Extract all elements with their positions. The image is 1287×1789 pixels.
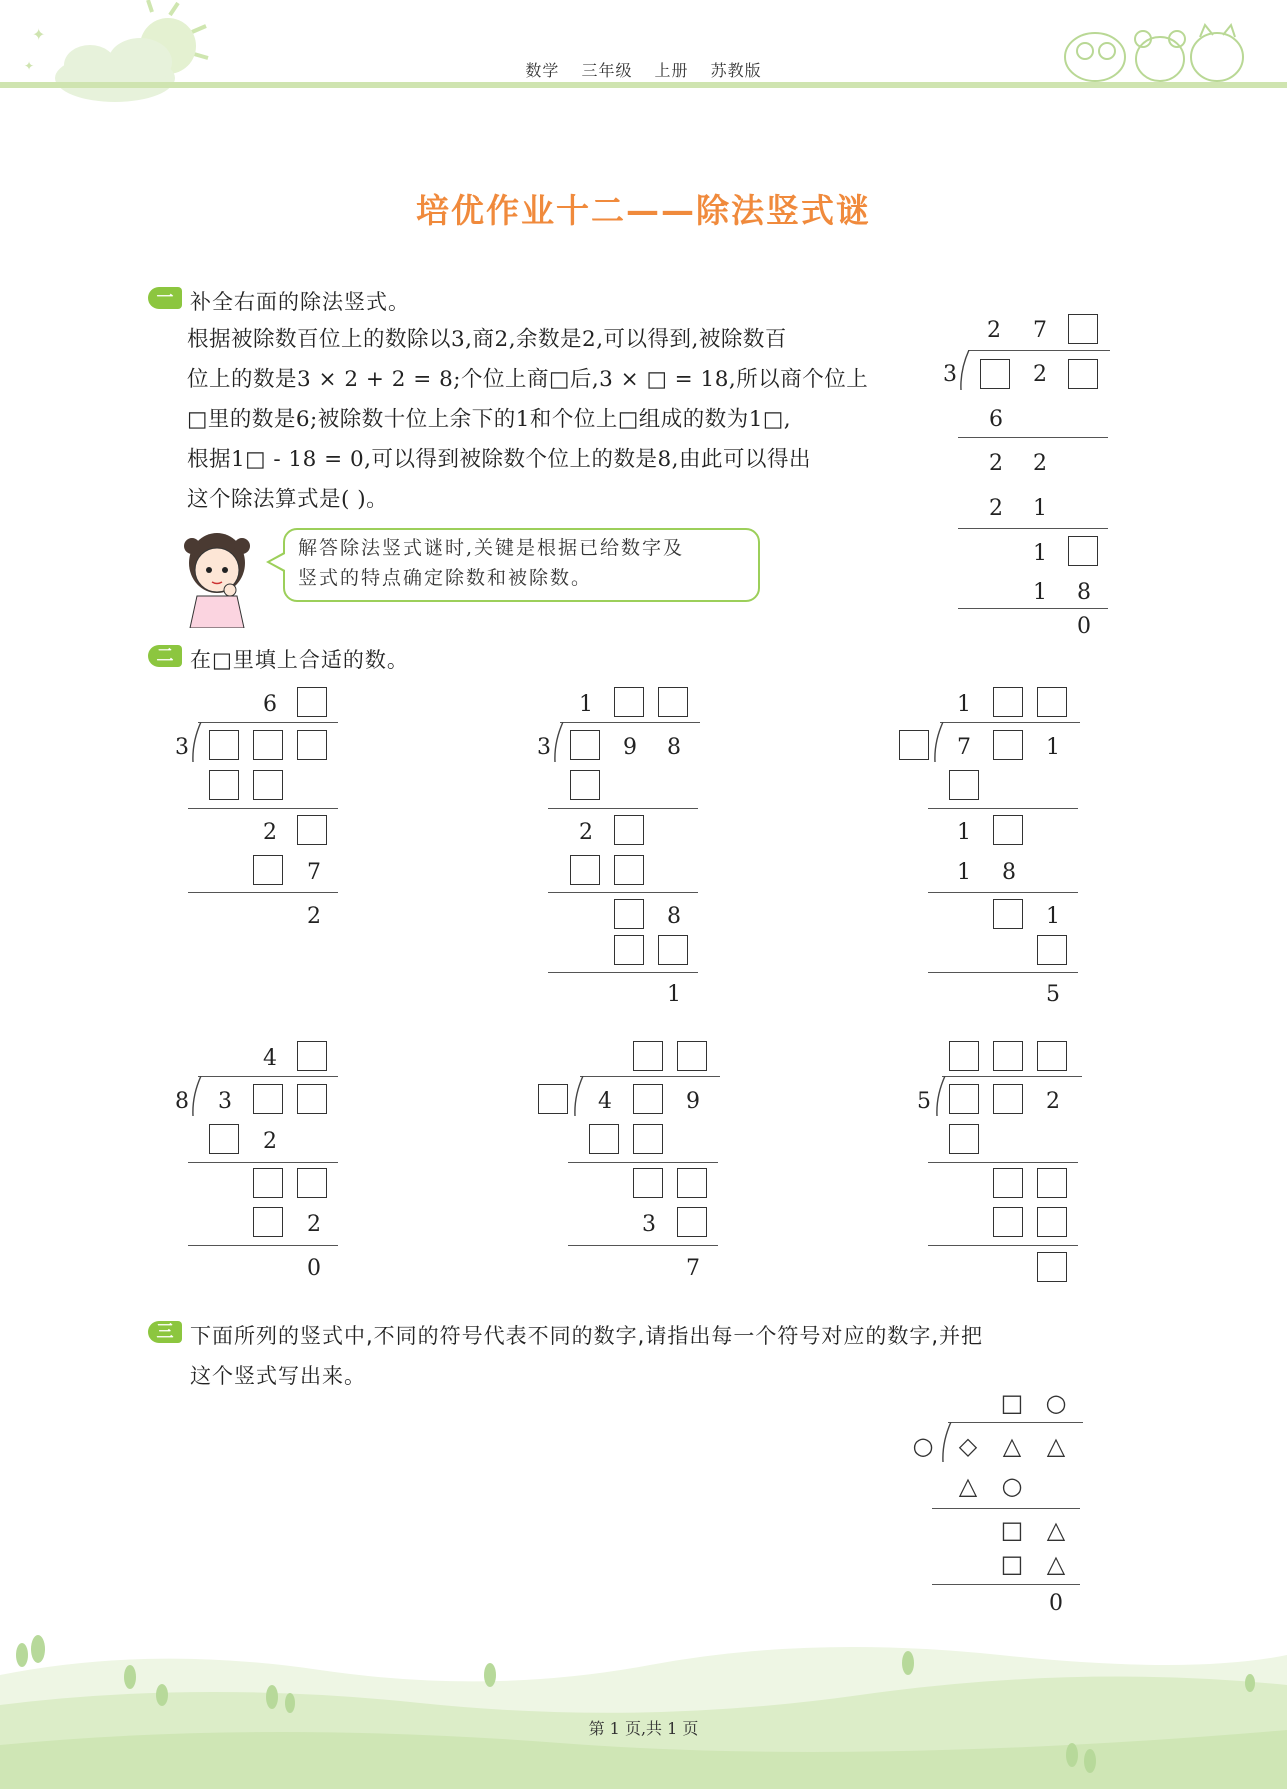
divisor-digit: 3: [943, 362, 957, 387]
division-bar: [560, 722, 700, 723]
digit: 3: [218, 1089, 232, 1114]
tip-line: 竖式的特点确定除数和被除数。: [298, 567, 593, 589]
answer-box[interactable]: [614, 815, 644, 845]
answer-box[interactable]: [297, 1084, 327, 1114]
rule-line: [548, 972, 698, 973]
answer-box[interactable]: [949, 1084, 979, 1114]
explanation-line: □里的数是6;被除数十位上余下的1和个位上□组成的数为1□,: [187, 407, 792, 432]
digit: 2: [989, 496, 1003, 521]
digit: 0: [1077, 614, 1091, 639]
rule-line: [188, 1162, 338, 1163]
digit: 8: [1002, 860, 1016, 885]
answer-box[interactable]: [949, 770, 979, 800]
rule-line: [548, 808, 698, 809]
digit: 2: [263, 820, 277, 845]
division-bar: [942, 1076, 1082, 1077]
answer-box[interactable]: [1068, 536, 1098, 566]
triangle-symbol: △: [958, 1472, 978, 1500]
answer-box[interactable]: [253, 770, 283, 800]
answer-box[interactable]: [677, 1041, 707, 1071]
answer-box[interactable]: [633, 1084, 663, 1114]
explanation-line: 位上的数是3 × 2 + 2 = 8;个位上商□后,3 × □ = 18,所以商个位上: [187, 367, 869, 392]
explanation-line: 根据1□ - 18 = 0,可以得到被除数个位上的数是8,由此可以得出: [187, 447, 811, 472]
rule-line: [958, 528, 1108, 529]
answer-box[interactable]: [1037, 1252, 1067, 1282]
answer-box[interactable]: [570, 730, 600, 760]
answer-box[interactable]: [633, 1041, 663, 1071]
explanation-line: 根据被除数百位上的数除以3,商2,余数是2,可以得到,被除数百: [187, 327, 787, 352]
tip-line: 解答除法竖式谜时,关键是根据已给数字及: [298, 537, 685, 559]
divisor-digit: 8: [175, 1089, 189, 1114]
answer-box[interactable]: [1037, 1207, 1067, 1237]
rule-line: [188, 892, 338, 893]
circle-symbol: ○: [1001, 1472, 1023, 1500]
answer-box[interactable]: [993, 1207, 1023, 1237]
answer-box[interactable]: [949, 1124, 979, 1154]
answer-box[interactable]: [993, 1168, 1023, 1198]
answer-box[interactable]: [993, 899, 1023, 929]
digit: 9: [686, 1089, 700, 1114]
header-grade: 三年级: [581, 61, 633, 80]
answer-box[interactable]: [899, 730, 929, 760]
digit: 6: [989, 407, 1003, 432]
divisor-digit: 3: [175, 735, 189, 760]
header-divider: [0, 82, 1287, 88]
division-bar: [198, 1076, 338, 1077]
digit: 2: [1033, 362, 1047, 387]
tip-text: [298, 533, 758, 593]
rule-line: [958, 437, 1108, 438]
section3-instruction-line1: 下面所列的竖式中,不同的符号代表不同的数字,请指出每一个符号对应的数字,并把: [190, 1324, 984, 1348]
digit: 7: [957, 735, 971, 760]
answer-box[interactable]: [614, 935, 644, 965]
triangle-symbol: △: [1046, 1432, 1066, 1460]
answer-box[interactable]: [297, 1168, 327, 1198]
remainder-digit: 0: [307, 1256, 321, 1281]
svg-text:✦: ✦: [24, 59, 35, 73]
digit: 1: [957, 860, 971, 885]
digit: 4: [263, 1046, 277, 1071]
division-bar: [968, 350, 1110, 351]
answer-box[interactable]: [633, 1124, 663, 1154]
tip-bubble-tail-fill: [270, 554, 285, 570]
answer-box[interactable]: [658, 935, 688, 965]
digit: 9: [623, 735, 637, 760]
answer-box[interactable]: [1037, 1041, 1067, 1071]
remainder-digit: 2: [307, 904, 321, 929]
answer-box[interactable]: [297, 1041, 327, 1071]
digit: 1: [1033, 580, 1047, 605]
page-footer: 第 1 页,共 1 页: [588, 1719, 699, 1738]
rule-line: [568, 1245, 718, 1246]
answer-box[interactable]: [589, 1124, 619, 1154]
answer-box[interactable]: [993, 730, 1023, 760]
rule-line: [928, 808, 1078, 809]
section-badge-1: 一: [148, 287, 182, 309]
digit: 2: [1033, 451, 1047, 476]
answer-box[interactable]: [570, 855, 600, 885]
answer-box[interactable]: [538, 1084, 568, 1114]
answer-box[interactable]: [1068, 314, 1098, 344]
answer-box[interactable]: [614, 855, 644, 885]
circle-symbol: ○: [912, 1432, 934, 1460]
answer-box[interactable]: [949, 1041, 979, 1071]
digit: 1: [957, 692, 971, 717]
digit: 6: [263, 692, 277, 717]
answer-box[interactable]: [1037, 687, 1067, 717]
answer-box[interactable]: [677, 1168, 707, 1198]
answer-box[interactable]: [677, 1207, 707, 1237]
digit: 1: [1033, 541, 1047, 566]
answer-box[interactable]: [253, 730, 283, 760]
rule-line: [928, 1162, 1078, 1163]
girl-thinking-illustration: [172, 528, 262, 628]
digit: 4: [598, 1089, 612, 1114]
answer-box[interactable]: [993, 1041, 1023, 1071]
answer-box[interactable]: [297, 815, 327, 845]
digit: 1: [579, 692, 593, 717]
answer-box[interactable]: [253, 855, 283, 885]
header-edition: 苏教版: [710, 61, 762, 80]
answer-box[interactable]: [297, 687, 327, 717]
circle-symbol: ○: [1045, 1389, 1067, 1417]
remainder-digit: 0: [1049, 1591, 1063, 1616]
header-subject: 数学: [525, 61, 560, 80]
digit: 1: [1046, 904, 1060, 929]
digit: 8: [667, 904, 681, 929]
triangle-symbol: △: [1046, 1550, 1066, 1578]
digit: 1: [1033, 496, 1047, 521]
answer-box[interactable]: [253, 1168, 283, 1198]
answer-box[interactable]: [253, 1084, 283, 1114]
digit: 1: [1046, 735, 1060, 760]
answer-box[interactable]: [980, 359, 1010, 389]
answer-box[interactable]: [1037, 935, 1067, 965]
rule-line: [188, 1245, 338, 1246]
rule-line: [928, 972, 1078, 973]
answer-box[interactable]: [633, 1168, 663, 1198]
digit: 2: [989, 451, 1003, 476]
answer-box[interactable]: [209, 1124, 239, 1154]
answer-box[interactable]: [253, 1207, 283, 1237]
division-bar: [948, 1422, 1083, 1423]
remainder-digit: 7: [686, 1256, 700, 1281]
division-bar: [198, 722, 338, 723]
divisor-digit: 5: [917, 1089, 931, 1114]
section1-instruction: 补全右面的除法竖式。: [190, 290, 410, 314]
section2-instruction: 在□里填上合适的数。: [190, 648, 409, 672]
page-title: 培优作业十二——除法竖式谜: [416, 191, 871, 230]
answer-box[interactable]: [993, 1084, 1023, 1114]
division-bar: [940, 722, 1080, 723]
square-symbol: □: [1000, 1516, 1024, 1544]
section1-explanation: [187, 320, 937, 520]
square-symbol: □: [1000, 1389, 1024, 1417]
digit: 2: [579, 820, 593, 845]
digit: 8: [1077, 580, 1091, 605]
answer-box[interactable]: [993, 815, 1023, 845]
digit: 2: [987, 318, 1001, 343]
digit: 2: [307, 1212, 321, 1237]
rule-line: [188, 808, 338, 809]
digit: 8: [667, 735, 681, 760]
answer-box[interactable]: [1037, 1168, 1067, 1198]
rule-line: [932, 1584, 1080, 1585]
triangle-symbol: △: [1002, 1432, 1022, 1460]
rule-line: [958, 608, 1108, 609]
rule-line: [548, 892, 698, 893]
remainder-digit: 1: [667, 982, 681, 1007]
rule-line: [928, 892, 1078, 893]
digit: 2: [263, 1129, 277, 1154]
rule-line: [932, 1508, 1080, 1509]
answer-box[interactable]: [570, 770, 600, 800]
answer-box[interactable]: [614, 687, 644, 717]
svg-text:✦: ✦: [32, 25, 46, 44]
digit: 1: [957, 820, 971, 845]
section-badge-2: 二: [148, 645, 182, 667]
answer-box[interactable]: [658, 687, 688, 717]
answer-box[interactable]: [297, 730, 327, 760]
rule-line: [928, 1245, 1078, 1246]
digit: 2: [1046, 1089, 1060, 1114]
answer-box[interactable]: [993, 687, 1023, 717]
square-symbol: □: [1000, 1550, 1024, 1578]
hills-decoration: [0, 1625, 1287, 1789]
diamond-symbol: ◇: [958, 1432, 978, 1460]
answer-box[interactable]: [209, 730, 239, 760]
header-volume: 上册: [654, 61, 689, 80]
divisor-digit: 3: [537, 735, 551, 760]
answer-box[interactable]: [209, 770, 239, 800]
answer-box[interactable]: [614, 899, 644, 929]
triangle-symbol: △: [1046, 1516, 1066, 1544]
page-header: [0, 58, 1287, 81]
section-badge-3: 三: [148, 1321, 182, 1343]
digit: 7: [1033, 318, 1047, 343]
answer-box[interactable]: [1068, 359, 1098, 389]
digit: 7: [307, 860, 321, 885]
division-bar: [580, 1076, 720, 1077]
division-bracket: [932, 722, 946, 764]
rule-line: [568, 1162, 718, 1163]
explanation-line: 这个除法算式是( )。: [187, 487, 389, 512]
remainder-digit: 5: [1046, 982, 1060, 1007]
division-bracket: [572, 1076, 586, 1118]
section3-instruction-line2: 这个竖式写出来。: [190, 1364, 366, 1388]
digit: 3: [642, 1212, 656, 1237]
